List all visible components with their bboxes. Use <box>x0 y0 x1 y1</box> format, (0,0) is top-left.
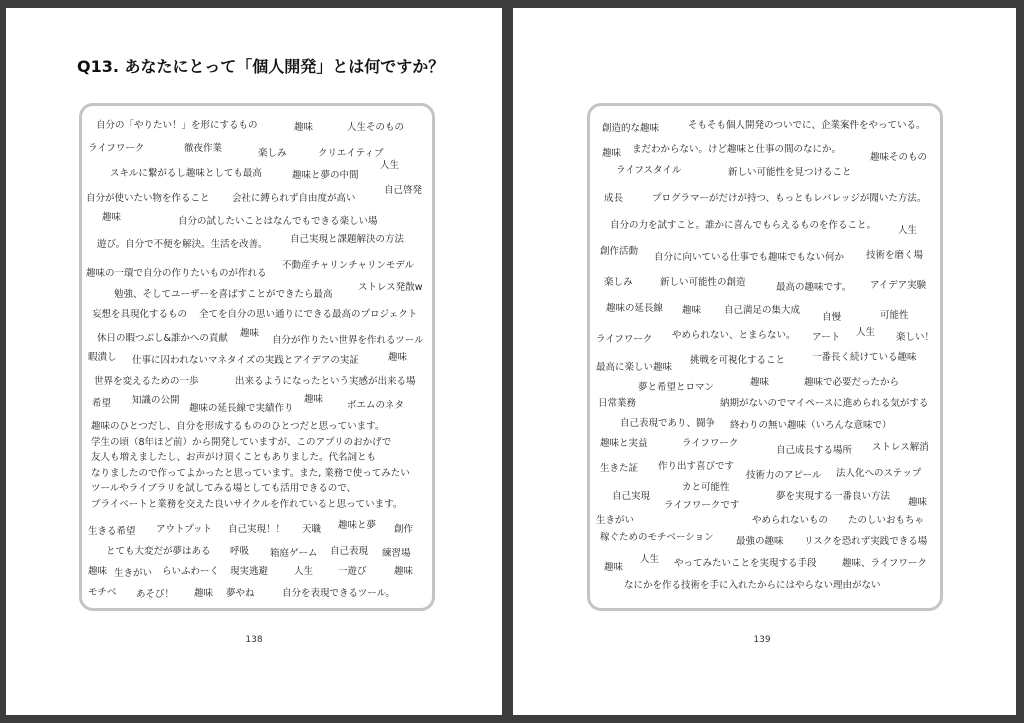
answer-word: 趣味 <box>682 305 702 316</box>
answer-word: 生きた証 <box>600 463 639 474</box>
answer-word: 夢と希望とロマン <box>638 382 715 393</box>
answer-word: 自分の試したいことはなんでもできる楽しい場 <box>178 216 378 227</box>
answer-word: 成長 <box>604 193 624 204</box>
answer-word: 趣味 <box>240 328 260 339</box>
answer-word: 趣味 <box>194 588 214 599</box>
answer-word: 夢を実現する一番良い方法 <box>776 491 891 502</box>
answer-word: クリエイティブ <box>318 148 384 159</box>
answer-word: やってみたいことを実現する手段 <box>674 558 817 569</box>
answer-word: 新しい可能性を見つけること <box>728 167 852 178</box>
answer-word: ライフワーク <box>682 438 739 449</box>
answer-word: 知識の公開 <box>132 395 180 406</box>
answer-word: 趣味と夢の中間 <box>292 170 359 181</box>
answer-word: とても大変だが夢はある <box>106 546 211 557</box>
answer-word: 稼ぐためのモチベーション <box>600 532 714 543</box>
page-138 <box>6 8 502 715</box>
answer-word: 呼吸 <box>230 546 250 557</box>
answer-word: 人生 <box>294 566 314 577</box>
answer-word: 挑戦を可視化すること <box>690 355 786 366</box>
answer-word: 自分の力を試すこと。誰かに喜んでもらえるものを作ること。 <box>610 220 877 231</box>
answers-panel-left <box>79 103 435 611</box>
answer-word: 箱庭ゲーム <box>270 548 318 559</box>
answer-word: ライフスタイル <box>616 165 682 176</box>
answer-word: 遊び。自分で不便を解決。生活を改善。 <box>97 239 268 250</box>
answer-word: やめられない、とまらない。 <box>672 330 796 341</box>
answer-word: 希望 <box>92 398 112 409</box>
answer-word: 自己成長する場所 <box>776 445 853 456</box>
answer-word: 現実逃避 <box>230 566 269 577</box>
answer-word: そもそも個人開発のついでに、企業案件をやっている。 <box>688 120 926 131</box>
answer-word: 趣味と実益 <box>600 438 648 449</box>
answer-word: 人生 <box>380 160 400 171</box>
answer-word: 自己満足の集大成 <box>724 305 801 316</box>
answer-word: らいふわーく <box>162 566 220 577</box>
answer-word: 日常業務 <box>598 398 637 409</box>
answer-word: 趣味と夢 <box>338 520 377 531</box>
answer-word: 法人化へのステップ <box>836 468 922 479</box>
answer-word: 休日の暇つぶし&誰かへの貢献 <box>97 333 228 344</box>
paragraph-line: プライベートと業務を交えた良いサイクルを作れていると思っています。 <box>91 498 403 510</box>
answer-word: 練習場 <box>382 548 411 559</box>
answers-panel-right <box>587 103 943 611</box>
answer-word: 可能性 <box>880 310 909 321</box>
answer-word: 会社に縛られず自由度が高い <box>232 193 356 204</box>
answer-word: 妄想を具現化するもの <box>92 309 188 320</box>
answer-word: 創作 <box>394 524 414 535</box>
answer-word: 趣味の一環で自分の作りたいものが作れる <box>86 268 267 279</box>
answer-word: なにかを作る技術を手に入れたからにはやらない理由がない <box>624 580 881 591</box>
answer-word: まだわからない。けど趣味と仕事の間のなにか。 <box>632 144 842 155</box>
answer-word: 夢やね <box>226 588 255 599</box>
answer-word: 自慢 <box>822 312 842 323</box>
answer-word: 趣味 <box>604 562 624 573</box>
page-title: Q13. あなたにとって「個人開発」とは何ですか？ <box>77 57 445 76</box>
answer-word: 人生 <box>898 225 918 236</box>
paragraph-line: 学生の頃（8年ほど前）から開発していますが、このアプリのおかげで <box>91 436 392 448</box>
answer-word: 自己実現と課題解決の方法 <box>290 234 405 245</box>
answer-word: 納期がないのでマイペースに進められる気がする <box>720 398 929 409</box>
answer-word: たのしいおもちゃ <box>848 515 925 526</box>
answer-word: 終わりの無い趣味（いろんな意味で） <box>730 420 892 431</box>
answer-word: 不動産チャリンチャリンモデル <box>282 260 414 271</box>
answer-word: 趣味 <box>304 394 324 405</box>
paragraph-line: なりましたので作ってよかったと思っています。また, 業務で使ってみたい <box>91 467 410 479</box>
answer-word: 自己実現！！ <box>228 524 286 535</box>
answer-word: 創造的な趣味 <box>602 123 660 134</box>
answer-word: 楽しみ <box>604 277 633 288</box>
answer-word: 趣味で必要だったから <box>804 377 900 388</box>
answer-word: アート <box>812 332 841 343</box>
answer-word: 自分を表現できるツール。 <box>282 588 395 599</box>
answer-word: 天職 <box>302 524 322 535</box>
answer-word: 趣味 <box>394 566 414 577</box>
answer-word: 世界を変えるための一歩 <box>94 376 199 387</box>
answer-word: やめられないもの <box>752 515 829 526</box>
answer-word: 趣味 <box>388 352 408 363</box>
paragraph-line: 友人も増えましたし、お声がけ頂くこともありました。代名詞とも <box>91 452 377 463</box>
answer-word: ライフワーク <box>88 143 145 154</box>
answer-word: 徹夜作業 <box>184 143 223 154</box>
answer-word: ストレス発散w <box>358 282 423 293</box>
answer-word: 趣味 <box>602 148 622 159</box>
answer-word: 自己表現 <box>330 546 369 557</box>
answer-word: 最高に楽しい趣味 <box>596 362 673 373</box>
page-number: 139 <box>753 635 771 645</box>
answer-word: 趣味そのもの <box>870 152 928 163</box>
paragraph-line: ツールやライブラリを試してみる場としても活用できるので、 <box>91 483 357 494</box>
long-answer-paragraph <box>91 419 427 512</box>
answer-word: 全てを自分の思い通りにできる最高のプロジェクト <box>199 309 418 320</box>
answer-word: 趣味 <box>88 566 108 577</box>
answer-word: リスクを恐れず実践できる場 <box>804 536 928 547</box>
paragraph-line: 趣味のひとつだし、自分を形成するもののひとつだと思っています。 <box>91 421 385 432</box>
answer-word: 趣味 <box>750 377 770 388</box>
answer-word: 人生 <box>640 554 660 565</box>
answer-word: 自己実現 <box>612 491 651 502</box>
answer-word: ライフワークです <box>664 500 740 511</box>
answer-word: 一番長く続けている趣味 <box>812 352 917 363</box>
answer-word: アイデア実験 <box>870 280 927 291</box>
answer-word: ボエムのネタ <box>347 400 405 411</box>
answer-word: ストレス解消 <box>872 442 929 453</box>
answer-word: 勉強、そしてユーザーを喜ばすことができたら最高 <box>114 289 333 300</box>
answer-word: 楽しみ <box>258 148 287 159</box>
answer-word: 暇潰し <box>88 352 117 363</box>
page-139 <box>513 8 1016 715</box>
answer-word: プログラマーがだけが持つ、もっともレバレッジが聞いた方法。 <box>652 193 927 204</box>
answer-word: 自分が作りたい世界を作れるツール <box>272 335 424 346</box>
answer-word: 自己啓発 <box>384 185 423 196</box>
answer-word: 生きる希望 <box>88 526 136 537</box>
page-number: 138 <box>245 635 263 645</box>
answer-word: ライフワーク <box>596 334 653 345</box>
answer-word: 人生 <box>856 327 876 338</box>
answer-word: 最高の趣味です。 <box>776 282 852 293</box>
answer-word: 最強の趣味 <box>736 536 784 547</box>
answer-word: 趣味、ライフワーク <box>842 558 927 569</box>
answer-word: カと可能性 <box>682 482 730 493</box>
answer-word: 趣味の延長線 <box>606 303 664 314</box>
answer-word: 趣味 <box>908 497 928 508</box>
answer-word: 生きがい <box>114 568 153 579</box>
answer-word: モチベ <box>88 587 117 598</box>
answer-word: 生きがい <box>596 515 635 526</box>
answer-word: 仕事に囚われないマネタイズの実践とアイデアの実証 <box>132 355 359 366</box>
answer-word: 創作活動 <box>600 246 639 257</box>
answer-word: 出来るようになったという実感が出来る場 <box>235 376 416 387</box>
answer-word: 趣味の延長線で実績作り <box>189 403 294 414</box>
answer-word: 技術を磨く場 <box>866 250 924 261</box>
answer-word: 楽しい！ <box>896 332 935 343</box>
answer-word: 趣味 <box>102 212 122 223</box>
answer-word: アウトプット <box>156 524 213 535</box>
answer-word: 作り出す喜びです <box>658 461 735 472</box>
answer-word: 技術力のアピール <box>746 470 822 481</box>
answer-word: 人生そのもの <box>347 122 405 133</box>
answer-word: あそび！ <box>136 589 175 600</box>
answer-word: 自己表現であり、闘争 <box>620 418 716 429</box>
answer-word: スキルに繋がるし趣味としても最高 <box>110 168 262 179</box>
answer-word: 自分の「やりたい！」を形にするもの <box>96 120 258 131</box>
answer-word: 自分が使いたい物を作ること <box>86 193 210 204</box>
answer-word: 趣味 <box>294 122 314 133</box>
answer-word: 自分に向いている仕事でも趣味でもない何か <box>654 252 845 263</box>
answer-word: 新しい可能性の創造 <box>660 277 746 288</box>
answer-word: 一遊び <box>338 566 367 577</box>
